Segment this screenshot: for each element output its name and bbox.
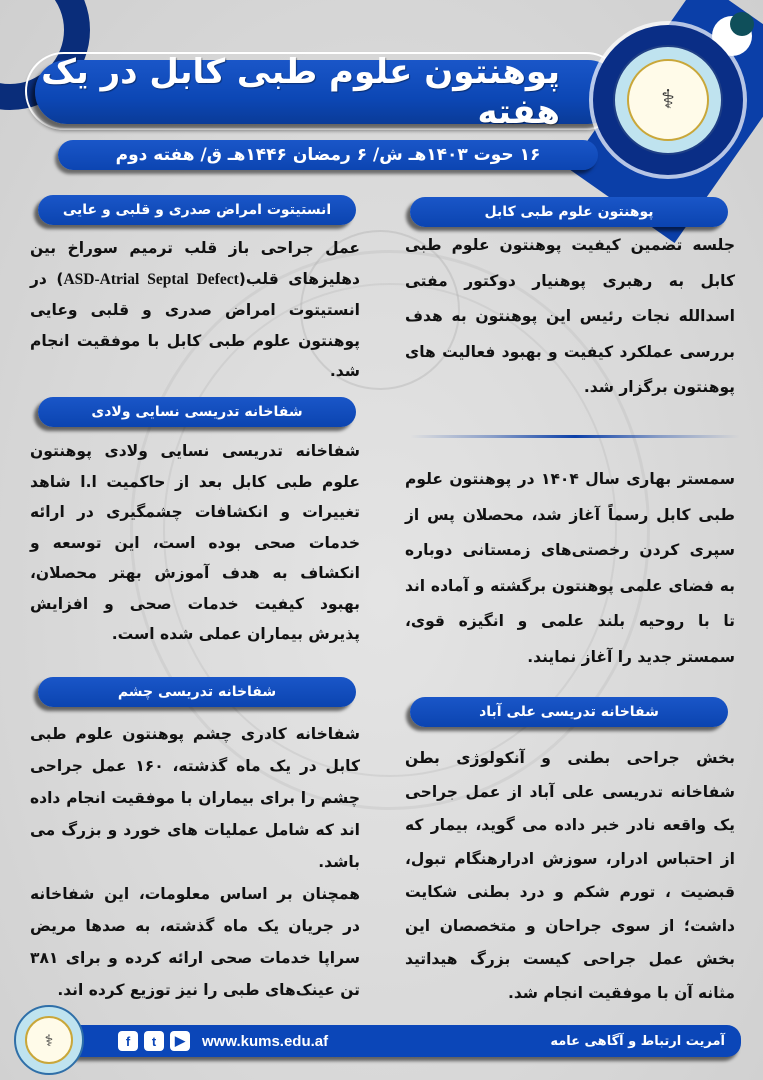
section-heading-label: انستیتوت امراض صدری و قلبی و عایی [62, 202, 332, 218]
twitter-icon[interactable]: t [144, 1031, 164, 1051]
section-heading-label: شفاخانه تدریسی علی آباد [479, 704, 659, 720]
logo-ring [613, 45, 723, 155]
divider-line [410, 435, 740, 438]
page-title: پوهنتون علوم طبی کابل در یک هفته [41, 52, 560, 132]
date-line: ۱۶ حوت ۱۴۰۳هـ ش/ ۶ رمضان ۱۴۴۶هـ ق/ هفته دوم [115, 145, 541, 165]
paragraph-eye-hospital [30, 718, 360, 1006]
facebook-icon[interactable]: f [118, 1031, 138, 1051]
text-segment: عمل جراحی باز قلب ترمیم سوراخ بین دهلیزهای قلب( [30, 239, 361, 288]
paragraph-quality-meeting: جلسه تضمین کیفیت پوهنتون علوم طبی کابل به رهبری پوهنیار دوکتور مفتی اسدالله نجات رئیس این پوهنتون به هدف بررسی عملکرد کیفیت و بهبود فعالیت های پوهنتون برگزار شد. [405, 236, 735, 396]
department-name: آمریت ارتباط و آگاهی عامه [550, 1033, 725, 1049]
date-banner [58, 140, 598, 170]
eye-hospital-text-1: شفاخانه کادری چشم پوهنتون علوم طبی کابل در یک ماه گذشته، ۱۶۰ عمل جراحی چشم را برای بیماران با موفقیت انجام داده اند که شامل عملیات های خورد و بزرگ می باشد. [30, 725, 360, 871]
section-heading-eye-hospital [38, 677, 356, 707]
paragraph-spring-semester: سمستر بهاری سال ۱۴۰۴ در پوهنتون علوم طبی کابل رسماً آغاز شد، محصلان پس از سپری کردن رخصتی‌های زمستانی دوباره به فضای علمی پوهنتون برگشته و آماده اند تا با روحیه بلند علمی و انگیزه قوی، سمستر جدید را آغاز نمایند. [405, 470, 735, 666]
section-heading-label: شفاخانه تدریسی چشم [117, 684, 277, 700]
section-heading-aliabad [410, 697, 728, 727]
university-emblem-icon: ⚕ [25, 1016, 73, 1064]
university-logo [593, 25, 743, 175]
youtube-icon[interactable]: ▶ [170, 1031, 190, 1051]
paragraph-maternity-hospital: شفاخانه تدریسی نسایی ولادی پوهنتون علوم طبی کابل بعد از حاکمیت ا.ا شاهد تغییرات و انکشافات چشمگیری در ارائه خدمات صحی بوده است، این توسعه و انکشاف به هدف آموزش بهتر محصلان، بهبود کیفیت خدمات صحی و افزایش پذیرش بیماران عملی شده است. [30, 442, 360, 643]
eye-hospital-text-2: همچنان بر اساس معلومات، این شفاخانه در جریان یک ماه گذشته، به صدها مریض سراپا خدمات صحی ارائه کرده و برای ۳۸۱ تن عینک‌های طبی را نیز توزیع کرده اند. [30, 885, 360, 999]
website-link[interactable]: www.kums.edu.af [202, 1032, 329, 1050]
footer-bar [58, 1025, 741, 1057]
footer-logo [14, 1005, 84, 1075]
section-heading-label: شفاخانه تدریسی نسایی ولادی [91, 404, 303, 420]
decorative-dot-teal [730, 12, 754, 36]
paragraph-heart-surgery [30, 233, 360, 387]
section-heading-kums [410, 197, 728, 227]
paragraph-aliabad-surgery: بخش جراحی بطنی و آنکولوژی بطن شفاخانه تدریسی علی آباد از عمل جراحی یک واقعه نادر خبر داده می گوید، بیمار که از احتباس ادرار، سوزش ادرارهنگام تبول، قبضیت ، تورم شکم و درد بطنی شکایت داشت؛ از سوی جراحان و متخصصان این بخش عمل جراحی کیست بزرگ هیداتید مثانه آن با موفقیت انجام شد. [405, 749, 735, 1002]
text-latin-term: ASD-Atrial Septal Defect [63, 270, 239, 288]
section-heading-maternity [38, 397, 356, 427]
section-heading-label: پوهنتون علوم طبی کابل [484, 204, 654, 220]
footer-links [118, 1031, 328, 1051]
title-banner [35, 52, 620, 132]
university-emblem-icon: ⚕ [627, 59, 709, 141]
text-segment: ) در انستیتوت امراض صدری و قلبی وعایی پوهنتون علوم طبی کابل با موفقیت انجام شد. [30, 269, 360, 380]
section-heading-cardiothoracic [38, 195, 356, 225]
